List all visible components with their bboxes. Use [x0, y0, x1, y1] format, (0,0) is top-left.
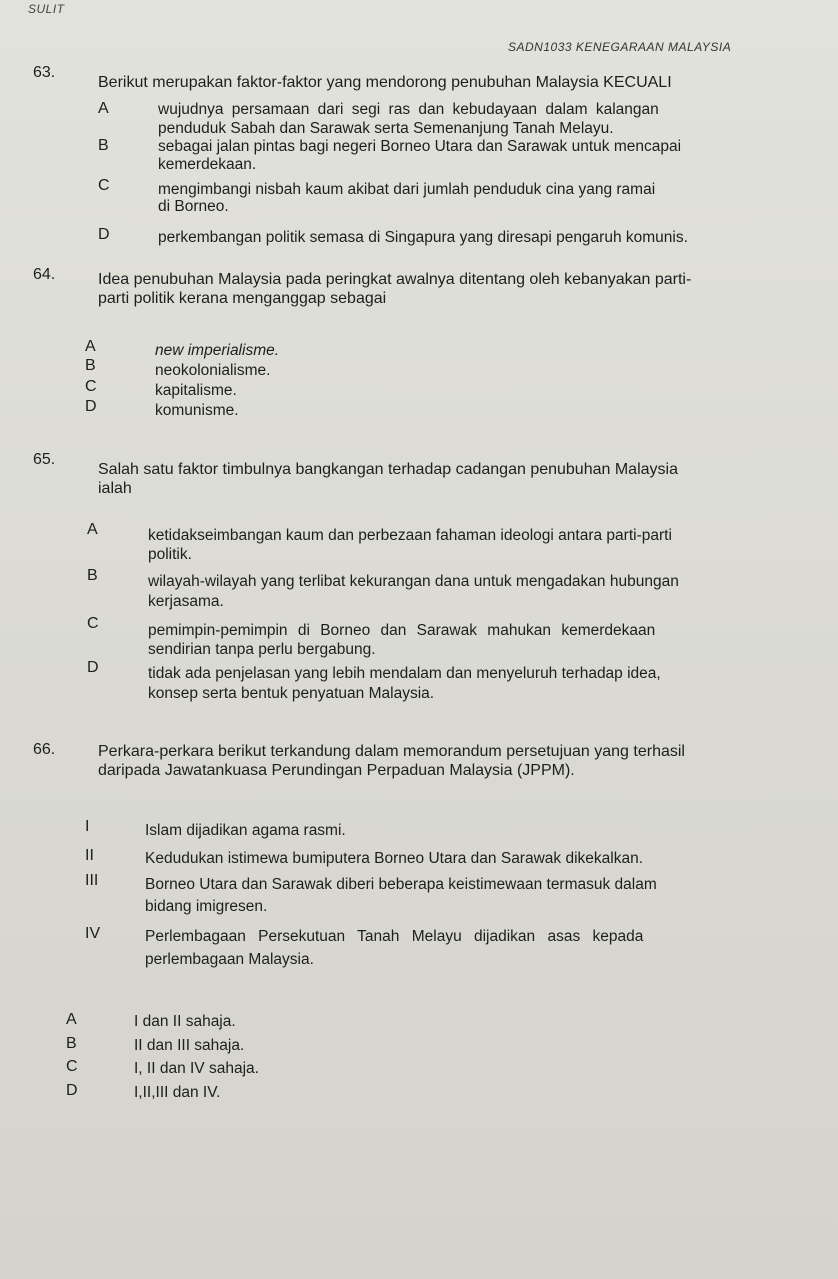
q65-option-b-label: B — [87, 567, 98, 584]
q64-option-b-label: B — [85, 357, 96, 374]
q63-option-a-line2: penduduk Sabah dan Sarawak serta Semenanjung Tanah Melayu. — [158, 120, 614, 137]
sulit-label: SULIT — [28, 2, 65, 16]
paper-code: SADN1033 KENEGARAAN MALAYSIA — [508, 40, 732, 54]
q63-option-b-line1: sebagai jalan pintas bagi negeri Borneo Utara dan Sarawak untuk mencapai — [158, 138, 682, 155]
q66-option-a-text: I dan II sahaja. — [134, 1013, 236, 1030]
q63-option-d-line1: perkembangan politik semasa di Singapura yang diresapi pengaruh komunis. — [158, 229, 688, 246]
q65-option-c-line1: pemimpin-pemimpin di Borneo dan Sarawak mahukan kemerdekaan — [148, 622, 656, 639]
q66-statement-3-label: III — [85, 872, 99, 889]
q64-option-b-text: neokolonialisme. — [155, 362, 271, 379]
q66-statement-4-label: IV — [85, 925, 101, 942]
question-66-stem-line2: daripada Jawatankuasa Perundingan Perpaduan Malaysia (JPPM). — [98, 762, 575, 779]
question-64-stem-line2: parti politik kerana menganggap sebagai — [98, 290, 387, 307]
q66-option-d-label: D — [66, 1082, 78, 1099]
q66-statement-1-label: I — [85, 818, 90, 835]
q65-option-a-label: A — [87, 521, 98, 538]
q66-statement-3-line1: Borneo Utara dan Sarawak diberi beberapa keistimewaan termasuk dalam — [145, 876, 657, 893]
q66-option-b-text: II dan III sahaja. — [134, 1037, 245, 1054]
q64-option-c-text: kapitalisme. — [155, 382, 237, 399]
question-63-stem: Berikut merupakan faktor-faktor yang mendorong penubuhan Malaysia KECUALI — [98, 74, 672, 91]
q63-option-a-label: A — [98, 100, 109, 117]
q66-option-c-text: I, II dan IV sahaja. — [134, 1060, 259, 1077]
q63-option-c-line2: di Borneo. — [158, 198, 229, 215]
q64-option-d-text: komunisme. — [155, 402, 239, 419]
q63-option-a-line1: wujudnya persamaan dari segi ras dan kebudayaan dalam kalangan — [158, 101, 659, 118]
q66-statement-2-line1: Kedudukan istimewa bumiputera Borneo Utara dan Sarawak dikekalkan. — [145, 850, 644, 867]
q63-option-c-line1: mengimbangi nisbah kaum akibat dari jumlah penduduk cina yang ramai — [158, 181, 656, 198]
q66-statement-3-line2: bidang imigresen. — [145, 898, 268, 915]
q63-option-b-label: B — [98, 137, 109, 154]
q65-option-b-line2: kerjasama. — [148, 593, 224, 610]
question-63-number: 63. — [33, 64, 56, 81]
q65-option-c-label: C — [87, 615, 99, 632]
q64-option-a-text: new imperialisme. — [155, 342, 280, 359]
q66-statement-2-label: II — [85, 847, 94, 864]
question-64-number: 64. — [33, 266, 56, 283]
q66-option-d-text: I,II,III dan IV. — [134, 1084, 221, 1101]
q66-statement-4-line1: Perlembagaan Persekutuan Tanah Melayu dijadikan asas kepada — [145, 928, 644, 945]
q66-option-c-label: C — [66, 1058, 78, 1075]
q65-option-c-line2: sendirian tanpa perlu bergabung. — [148, 641, 376, 658]
q64-option-c-label: C — [85, 378, 97, 395]
q65-option-b-line1: wilayah-wilayah yang terlibat kekurangan dana untuk mengadakan hubungan — [148, 573, 679, 590]
q65-option-d-line1: tidak ada penjelasan yang lebih mendalam dan menyeluruh terhadap idea, — [148, 665, 661, 682]
q65-option-d-label: D — [87, 659, 99, 676]
q64-option-d-label: D — [85, 398, 97, 415]
question-66-stem-line1: Perkara-perkara berikut terkandung dalam memorandum persetujuan yang terhasil — [98, 743, 685, 760]
q66-option-b-label: B — [66, 1035, 77, 1052]
q65-option-d-line2: konsep serta bentuk penyatuan Malaysia. — [148, 685, 435, 702]
q66-statement-1-line1: Islam dijadikan agama rasmi. — [145, 822, 346, 839]
question-65-number: 65. — [33, 451, 56, 468]
q65-option-a-line2: politik. — [148, 546, 192, 563]
q63-option-c-label: C — [98, 177, 110, 194]
question-66-number: 66. — [33, 741, 56, 758]
question-64-stem-line1: Idea penubuhan Malaysia pada peringkat awalnya ditentang oleh kebanyakan parti- — [98, 271, 692, 288]
question-65-stem-line1: Salah satu faktor timbulnya bangkangan terhadap cadangan penubuhan Malaysia — [98, 461, 678, 478]
q66-option-a-label: A — [66, 1011, 77, 1028]
q63-option-b-line2: kemerdekaan. — [158, 156, 257, 173]
q65-option-a-line1: ketidakseimbangan kaum dan perbezaan fahaman ideologi antara parti-parti — [148, 527, 672, 544]
q64-option-a-label: A — [85, 338, 96, 355]
q66-statement-4-line2: perlembagaan Malaysia. — [145, 951, 314, 968]
question-65-stem-line2: ialah — [98, 480, 132, 497]
q63-option-d-label: D — [98, 226, 110, 243]
